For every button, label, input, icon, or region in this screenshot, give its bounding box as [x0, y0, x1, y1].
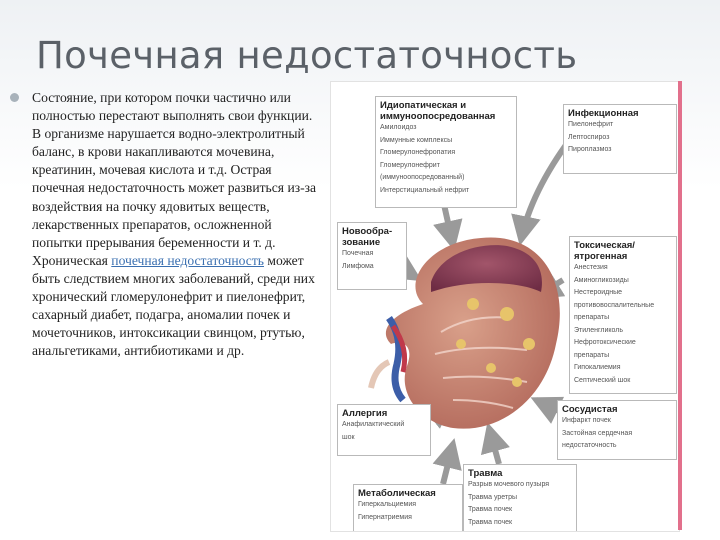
- cause-item: Гиперкальциемия: [358, 501, 417, 508]
- cause-item: Застойная сердечная: [562, 429, 633, 437]
- cause-title-toxic: Токсическая/ ятрогенная: [574, 240, 635, 262]
- cause-item: Лептоспироз: [568, 133, 610, 141]
- body-text-after-link: может быть следствием многих заболеваний, среди них хронический гломерулонефрит и пиелонефрит, сахарный диабет, подагра, аномалии почек и мочеточников, интоксикации свинцом, ртутью, анальгетиками, антибиотиками и др.: [32, 252, 315, 359]
- cause-item: препараты: [574, 351, 610, 359]
- cause-item: Почечная: [342, 250, 374, 257]
- cause-box-metabolic: [353, 484, 463, 532]
- cause-item: Анафилактический: [342, 421, 405, 428]
- cause-item: Гломерулонефропатия: [380, 149, 456, 156]
- cause-item: Нефротоксические: [574, 339, 636, 346]
- cause-item: Септический шок: [574, 376, 631, 384]
- cause-item: Амилоидоз: [380, 124, 417, 131]
- cause-title-idiopathic: Идиопатическая и иммуноопосредованная: [380, 100, 496, 122]
- cause-item: Этиленгликоль: [574, 326, 623, 334]
- cause-title-metabolic: Метаболическая: [358, 488, 436, 499]
- cause-item: Интерстициальный нефрит: [380, 186, 470, 194]
- ckd-link[interactable]: почечная недостаточность: [111, 252, 264, 268]
- cause-item: Инфаркт почек: [562, 417, 611, 424]
- cause-item: Гипернатриемия: [358, 513, 412, 521]
- cause-item: Пироплазмоз: [568, 146, 612, 153]
- cause-box-idiopathic: [375, 96, 517, 208]
- cause-item: Травма почек: [468, 506, 513, 513]
- cause-item: Травма уретры: [468, 493, 518, 501]
- cause-item: шок: [342, 433, 355, 441]
- cause-title-vascular: Сосудистая: [562, 404, 618, 415]
- cause-item: препараты: [574, 314, 610, 321]
- cause-box-trauma: [463, 464, 577, 532]
- cause-item: Травма почек: [468, 518, 513, 526]
- cause-title-neoplasm: Новообра- зование: [342, 226, 393, 248]
- cause-title-trauma: Травма: [468, 468, 503, 479]
- cause-item: Иммунные комплексы: [380, 136, 453, 144]
- cause-item: Аминогликозиды: [574, 276, 629, 284]
- bullet-icon: [10, 93, 19, 102]
- cause-item: (иммуноопосредованный): [380, 174, 465, 181]
- kidney-causes-figure: [330, 81, 680, 532]
- accent-strip: [678, 81, 682, 530]
- cause-title-infectious: Инфекционная: [568, 108, 639, 119]
- body-text-before-link: Состояние, при котором почки частично или полностью перестают выполнять свои функции. В организме нарушается водно-электролитный баланс, в крови накапливаются мочевина, креатинин, мочевая кислота и т.д. Острая почечная недостаточность может развиться из-за воздействия на почку ядовитых веществ, лекарственных препаратов, осложненной попытки прерывания беременности и т. д. Хроническая: [32, 90, 317, 268]
- cause-item: Гипокалиемия: [574, 364, 621, 371]
- cause-box-infectious: [563, 104, 677, 174]
- body-paragraph: [32, 89, 322, 360]
- slide-title: Почечная недостаточность: [36, 34, 578, 77]
- cause-box-vascular: [557, 400, 677, 460]
- cause-item: Гломерулонефрит: [380, 161, 440, 169]
- cause-title-allergy: Аллергия: [342, 408, 388, 419]
- cause-item: Нестероидные: [574, 289, 623, 296]
- cause-item: противовоспалительные: [574, 301, 655, 309]
- cause-item: Разрыв мочевого пузыря: [468, 481, 550, 488]
- cause-item: Лимфома: [342, 262, 374, 270]
- cause-box-neoplasm: [337, 222, 407, 290]
- cause-box-toxic: [569, 236, 677, 394]
- cause-item: Анестезия: [574, 264, 608, 271]
- cause-box-allergy: [337, 404, 431, 456]
- cause-item: недостаточность: [562, 442, 617, 449]
- cause-item: Пиелонефрит: [568, 121, 614, 128]
